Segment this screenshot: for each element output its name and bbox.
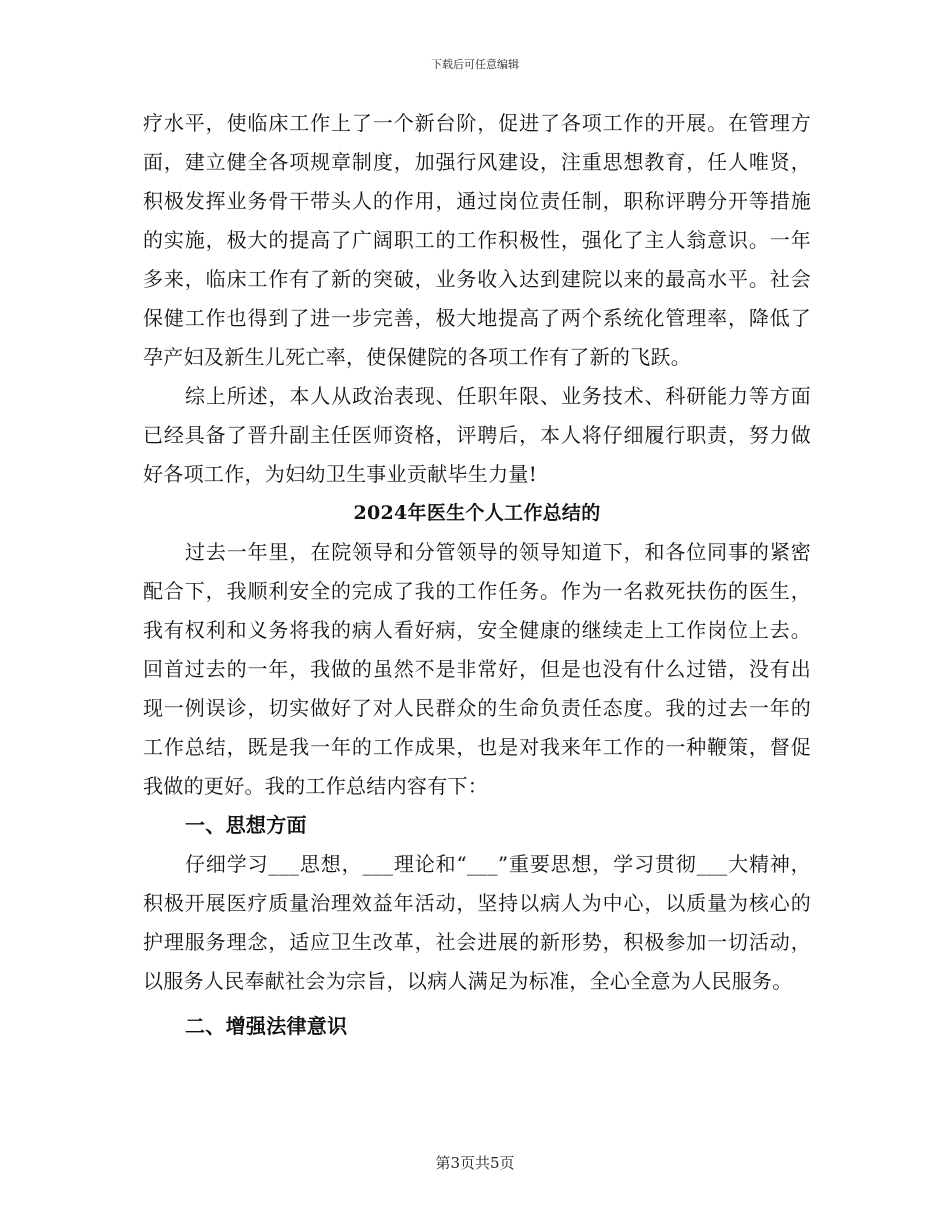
paragraph-3: 过去一年里，在院领导和分管领导的领导知道下，和各位同事的紧密配合下，我顺利安全的完成了我的工作任务。作为一名救死扶伤的医生，我有权利和义务将我的病人看好病，安全健康的继续走上工作岗位上去。回首过去的一年，我做的虽然不是非常好，但是也没有什么过错，没有出现一例误诊，切实做好了对人民群众的生命负责任态度。我的过去一年的工作总结，既是我一年的工作成果，也是对我来年工作的一种鞭策，督促我做的更好。我的工作总结内容有下： <box>143 540 811 798</box>
section-title: 2024年医生个人工作总结的 <box>353 502 601 524</box>
page-header: 下载后可任意编辑 <box>431 58 519 71</box>
paragraph-2: 综上所述，本人从政治表现、任职年限、业务技术、科研能力等方面已经具备了晋升副主任医师资格，评聘后，本人将仔细履行职责，努力做好各项工作，为妇幼卫生事业贡献毕生力量! <box>143 384 811 486</box>
paragraph-1: 疗水平，使临床工作上了一个新台阶，促进了各项工作的开展。在管理方面，建立健全各项规章制度，加强行风建设，注重思想教育，任人唯贤，积极发挥业务骨干带头人的作用，通过岗位责任制，职称评聘分开等措施的实施，极大的提高了广阔职工的工作积极性，强化了主人翁意识。一年多来，临床工作有了新的突破，业务收入达到建院以来的最高水平。社会保健工作也得到了进一步完善，极大地提高了两个系统化管理率，降低了孕产妇及新生儿死亡率，使保健院的各项工作有了新的飞跃。 <box>143 111 811 369</box>
paragraph-4: 仔细学习___思想，___理论和“___”重要思想，学习贯彻___大精神，积极开展医疗质量治理效益年活动，坚持以病人为中心，以质量为核心的护理服务理念，适应卫生改革，社会进展的新形势，积极参加一切活动，以服务人民奉献社会为宗旨，以病人满足为标准，全心全意为人民服务。 <box>143 852 811 993</box>
heading-ideology: 一、思想方面 <box>185 813 307 837</box>
document-body <box>143 104 811 1046</box>
page-number: 第3页共5页 <box>435 1154 515 1172</box>
heading-legal-awareness: 二、增强法律意识 <box>185 1014 348 1038</box>
